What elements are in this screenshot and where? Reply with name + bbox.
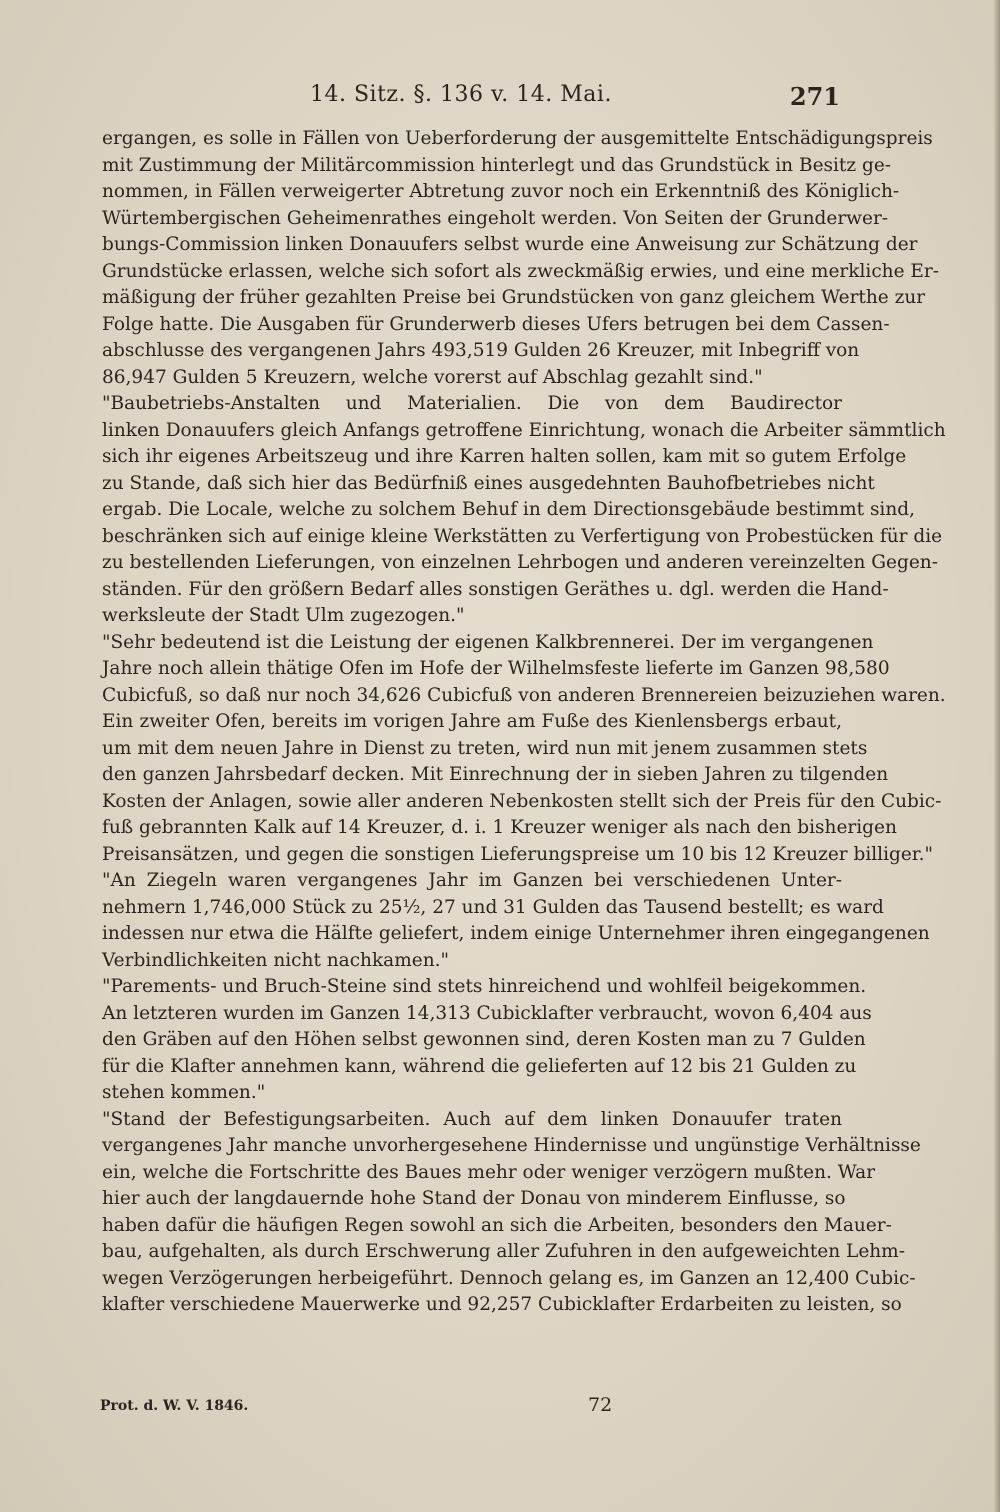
text-line: um mit dem neuen Jahre in Dienst zu treten, wird nun mit jenem zusammen stets — [102, 737, 868, 759]
text-line: Verbindlichkeiten nicht nachkamen." — [102, 949, 450, 971]
text-line: bungs-Commission linken Donauufers selbst wurde eine Anweisung zur Schätzung der — [102, 234, 918, 255]
text-line: Cubicfuß, so daß nur noch 34,626 Cubicfuß von anderen Brennereien beizuziehen waren. — [102, 684, 946, 706]
page-header — [100, 82, 840, 122]
text-line: Ein zweiter Ofen, bereits im vorigen Jahre am Fuße des Kienlensbergs erbaut, — [102, 711, 842, 732]
text-line: werksleute der Stadt Ulm zugezogen." — [102, 605, 465, 626]
text-line: fuß gebrannten Kalk auf 14 Kreuzer, d. i. 1 Kreuzer weniger als nach den bisherigen — [102, 817, 897, 838]
text-line: Grundstücke erlassen, welche sich sofort als zweckmäßig erwies, und eine merkliche Er- — [102, 260, 940, 282]
printer-signature: Prot. d. W. V. 1846. — [100, 1398, 249, 1414]
text-line: klafter verschiedene Mauerwerke und 92,257 Cubicklafter Erdarbeiten zu leisten, so — [102, 1294, 902, 1315]
running-head: 14. Sitz. §. 136 v. 14. Mai. — [310, 82, 612, 107]
text-line: den ganzen Jahrsbedarf decken. Mit Einrechnung der in sieben Jahren zu tilgenden — [102, 764, 889, 785]
text-line: den Gräben auf den Höhen selbst gewonnen sind, deren Kosten man zu 7 Gulden — [102, 1029, 866, 1050]
text-line: ständen. Für den größern Bedarf alles sonstigen Geräthes u. dgl. werden die Hand- — [102, 578, 889, 600]
text-line: zu Stande, daß sich hier das Bedürfniß eines ausgedehnten Bauhofbetriebes nicht — [102, 472, 875, 494]
text-line: mäßigung der früher gezahlten Preise bei Grundstücken von ganz gleichem Werthe zur — [102, 287, 926, 308]
text-line: nehmern 1,746,000 Stück zu 25½, 27 und 31 Gulden das Tausend bestellt; es ward — [102, 896, 884, 918]
text-line: ergangen, es solle in Fällen von Ueberforderung der ausgemittelte Entschädigungspreis — [102, 128, 933, 149]
text-line: Kosten der Anlagen, sowie aller anderen Nebenkosten stellt sich der Preis für den Cubic- — [102, 790, 942, 812]
text-line: mit Zustimmung der Militärcommission hinterlegt und das Grundstück in Besitz ge- — [102, 154, 892, 176]
text-line: haben dafür die häufigen Regen sowohl an sich die Arbeiten, besonders den Mauer- — [102, 1214, 892, 1236]
sheet-number: 72 — [588, 1394, 613, 1416]
text-line: "Sehr bedeutend ist die Leistung der eigenen Kalkbrennerei. Der im vergangenen — [102, 631, 874, 653]
text-line: ein, welche die Fortschritte des Baues mehr oder weniger verzögern mußten. War — [102, 1161, 876, 1183]
text-line: Preisansätzen, und gegen die sonstigen Lieferungspreise um 10 bis 12 Kreuzer billiger." — [102, 843, 934, 865]
text-line: An letzteren wurden im Ganzen 14,313 Cubicklafter verbraucht, wovon 6,404 aus — [102, 1002, 872, 1024]
body-text — [102, 126, 946, 1319]
text-line: ergab. Die Locale, welche zu solchem Behuf in dem Directionsgebäude bestimmt sind, — [102, 499, 915, 520]
text-line: "An Ziegeln waren vergangenes Jahr im Ganzen bei verschiedenen Unter- — [102, 870, 842, 891]
text-line: Folge hatte. Die Ausgaben für Grunderwerb dieses Ufers betrugen bei dem Cassen- — [102, 313, 890, 335]
text-line: linken Donauufers gleich Anfangs getroffene Einrichtung, wonach die Arbeiter sämmtlich — [102, 419, 946, 441]
text-line: "Stand der Befestigungsarbeiten. Auch auf dem linken Donauufer traten — [102, 1108, 842, 1130]
text-line: für die Klafter annehmen kann, während die gelieferten auf 12 bis 21 Gulden zu — [102, 1055, 857, 1077]
page-footer — [100, 1394, 840, 1428]
page-edge — [994, 0, 1000, 1512]
text-line: indessen nur etwa die Hälfte geliefert, indem einige Unternehmer ihren eingegangenen — [102, 923, 930, 944]
text-line: vergangenes Jahr manche unvorhergesehene Hindernisse und ungünstige Verhältnisse — [102, 1135, 921, 1156]
text-line: beschränken sich auf einige kleine Werkstätten zu Verfertigung von Probestücken für die — [102, 525, 943, 547]
text-line: nommen, in Fällen verweigerter Abtretung zuvor noch ein Erkenntniß des Königlich- — [102, 181, 900, 202]
text-line: sich ihr eigenes Arbeitszeug und ihre Karren halten sollen, kam mit so gutem Erfolge — [102, 446, 907, 467]
text-line: stehen kommen." — [102, 1082, 266, 1103]
text-line: wegen Verzögerungen herbeigeführt. Dennoch gelang es, im Ganzen an 12,400 Cubic- — [102, 1267, 916, 1289]
text-line: Würtembergischen Geheimenrathes eingeholt werden. Von Seiten der Grunderwer- — [102, 207, 889, 229]
text-line: 86,947 Gulden 5 Kreuzern, welche vorerst auf Abschlag gezahlt sind." — [102, 366, 763, 388]
text-line: Jahre noch allein thätige Ofen im Hofe der Wilhelmsfeste lieferte im Ganzen 98,580 — [102, 658, 890, 679]
text-line: zu bestellenden Lieferungen, von einzelnen Lehrbogen und anderen vereinzelten Gegen- — [102, 552, 938, 573]
text-line: "Baubetriebs-Anstalten und Materialien. Die von dem Baudirector — [102, 393, 842, 414]
text-line: bau, aufgehalten, als durch Erschwerung aller Zufuhren in den aufgeweichten Lehm- — [102, 1241, 905, 1262]
page-number: 271 — [789, 82, 840, 111]
text-line: hier auch der langdauernde hohe Stand der Donau von minderem Einflusse, so — [102, 1188, 846, 1209]
text-line: abschlusse des vergangenen Jahrs 493,519 Gulden 26 Kreuzer, mit Inbegriff von — [102, 340, 860, 361]
text-line: "Parements- und Bruch-Steine sind stets hinreichend und wohlfeil beigekommen. — [102, 976, 867, 997]
